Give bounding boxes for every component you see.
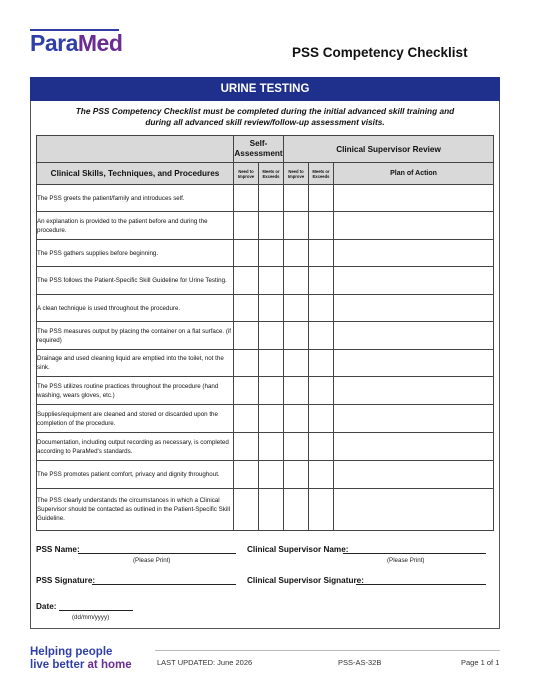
plan-of-action-cell[interactable] [334,489,494,531]
skill-description: An explanation is provided to the patient before and during the procedure. [37,212,234,240]
self-assessment-header: Self-Assessment [234,136,284,163]
self-meets-exceeds-cell[interactable] [259,322,284,350]
table-row [37,489,494,531]
skills-column-header: Clinical Skills, Techniques, and Procedures [37,163,234,185]
skill-description: The PSS greets the patient/family and introduces self. [37,185,234,212]
pss-name-label: PSS Name: [36,545,80,554]
supervisor-name-field[interactable] [343,553,486,554]
plan-of-action-cell[interactable] [334,377,494,405]
supervisor-need-improve-cell[interactable] [284,185,309,212]
skill-description: The PSS clearly understands the circumstances in which a Clinical Supervisor should be contacted as outlined in the Patient-Specific Skill Guideline. [37,489,234,531]
intro-line-1: The PSS Competency Checklist must be completed during the initial advanced skill training and [75,106,455,116]
date-format-hint: (dd/mm/yyyy) [72,614,110,621]
pss-name-hint: (Please Print) [133,557,171,564]
plan-of-action-cell[interactable] [334,267,494,295]
pss-signature-label: PSS Signature: [36,576,96,585]
tagline-line-2: live better at home [30,659,132,671]
supervisor-need-improve-cell[interactable] [284,240,309,267]
supervisor-review-header: Clinical Supervisor Review [284,136,494,163]
plan-of-action-cell[interactable] [334,405,494,433]
supervisor-meets-exceeds-cell[interactable] [309,433,334,461]
table-row [37,433,494,461]
self-meets-exceeds-cell[interactable] [259,489,284,531]
supervisor-meets-exceeds-cell[interactable] [309,212,334,240]
supervisor-need-improve-cell[interactable] [284,212,309,240]
paramed-logo: ParaMed [30,30,123,56]
supervisor-meets-exceeds-cell[interactable] [309,240,334,267]
self-need-improve-cell[interactable] [234,377,259,405]
section-banner: URINE TESTING [30,77,500,101]
self-need-improve-cell[interactable] [234,185,259,212]
table-row [37,295,494,322]
self-meets-exceeds-cell[interactable] [259,185,284,212]
supervisor-signature-field[interactable] [356,584,486,585]
self-need-improve-cell[interactable] [234,322,259,350]
supervisor-meets-exceeds-cell[interactable] [309,295,334,322]
competency-table [36,135,494,531]
skill-description: The PSS gathers supplies before beginning. [37,240,234,267]
supervisor-need-improve-cell[interactable] [284,322,309,350]
skill-description: Supplies/equipment are cleaned and stored or discarded upon the completion of the procedure. [37,405,234,433]
pss-name-field[interactable] [78,553,236,554]
table-row [37,377,494,405]
supervisor-need-improve-cell[interactable] [284,295,309,322]
plan-of-action-cell[interactable] [334,185,494,212]
self-need-improve-cell[interactable] [234,240,259,267]
self-need-improve-header: Need to Improve [234,163,259,185]
date-field[interactable] [59,610,133,611]
supervisor-meets-exceeds-cell[interactable] [309,322,334,350]
checklist-rows [37,185,494,531]
plan-of-action-cell[interactable] [334,433,494,461]
document-title: PSS Competency Checklist [292,45,468,60]
skill-description: The PSS measures output by placing the container on a flat surface. (if required) [37,322,234,350]
supervisor-meets-exceeds-cell[interactable] [309,185,334,212]
plan-of-action-cell[interactable] [334,322,494,350]
supervisor-need-improve-cell[interactable] [284,267,309,295]
supervisor-meets-exceeds-cell[interactable] [309,461,334,489]
self-meets-exceeds-cell[interactable] [259,433,284,461]
self-meets-exceeds-cell[interactable] [259,212,284,240]
footer-divider [155,650,500,651]
plan-of-action-cell[interactable] [334,240,494,267]
supervisor-need-improve-cell[interactable] [284,489,309,531]
table-row [37,405,494,433]
table-row [37,212,494,240]
pss-signature-field[interactable] [92,584,236,585]
table-row [37,240,494,267]
table-row [37,267,494,295]
plan-of-action-cell[interactable] [334,350,494,377]
table-row [37,322,494,350]
supervisor-meets-exceeds-cell[interactable] [309,350,334,377]
tagline-line-1: Helping people [30,646,113,658]
skill-description: The PSS follows the Patient-Specific Skill Guideline for Urine Testing. [37,267,234,295]
plan-of-action-header: Plan of Action [334,163,494,185]
plan-of-action-cell[interactable] [334,212,494,240]
supervisor-need-improve-header: Need to Improve [284,163,309,185]
supervisor-meets-exceeds-cell[interactable] [309,489,334,531]
supervisor-meets-exceeds-header: Meets or Exceeds [309,163,334,185]
supervisor-need-improve-cell[interactable] [284,461,309,489]
skill-description: The PSS promotes patient comfort, privacy and dignity throughout. [37,461,234,489]
table-row [37,350,494,377]
skill-description: Drainage and used cleaning liquid are emptied into the toilet, not the sink. [37,350,234,377]
self-meets-exceeds-cell[interactable] [259,377,284,405]
supervisor-signature-label: Clinical Supervisor Signature: [247,576,364,585]
page-number: Page 1 of 1 [461,658,500,667]
intro-text [30,106,500,128]
supervisor-need-improve-cell[interactable] [284,377,309,405]
supervisor-name-hint: (Please Print) [387,557,425,564]
supervisor-name-label: Clinical Supervisor Name: [247,545,349,554]
self-meets-exceeds-cell[interactable] [259,295,284,322]
last-updated: LAST UPDATED: June 2026 [157,658,253,667]
self-meets-exceeds-cell[interactable] [259,240,284,267]
supervisor-need-improve-cell[interactable] [284,350,309,377]
self-meets-exceeds-cell[interactable] [259,405,284,433]
form-code: PSS-AS-32B [338,658,382,667]
self-need-improve-cell[interactable] [234,350,259,377]
plan-of-action-cell[interactable] [334,461,494,489]
self-need-improve-cell[interactable] [234,405,259,433]
skill-description: The PSS utilizes routine practices throughout the procedure (hand washing, wears gloves, etc.) [37,377,234,405]
self-need-improve-cell[interactable] [234,489,259,531]
supervisor-meets-exceeds-cell[interactable] [309,405,334,433]
self-need-improve-cell[interactable] [234,461,259,489]
skill-description: Documentation, including output recording as necessary, is completed according to ParaMed's standards. [37,433,234,461]
supervisor-meets-exceeds-cell[interactable] [309,377,334,405]
self-need-improve-cell[interactable] [234,267,259,295]
plan-of-action-cell[interactable] [334,295,494,322]
self-meets-exceeds-cell[interactable] [259,267,284,295]
self-meets-exceeds-header: Meets or Exceeds [259,163,284,185]
date-label: Date: [36,602,57,611]
self-need-improve-cell[interactable] [234,295,259,322]
skill-description: A clean technique is used throughout the procedure. [37,295,234,322]
supervisor-need-improve-cell[interactable] [284,433,309,461]
intro-line-2: during all advanced skill review/follow-up assessment visits. [145,117,385,127]
table-row [37,461,494,489]
self-meets-exceeds-cell[interactable] [259,350,284,377]
self-need-improve-cell[interactable] [234,212,259,240]
supervisor-need-improve-cell[interactable] [284,405,309,433]
supervisor-meets-exceeds-cell[interactable] [309,267,334,295]
self-need-improve-cell[interactable] [234,433,259,461]
table-row [37,185,494,212]
self-meets-exceeds-cell[interactable] [259,461,284,489]
